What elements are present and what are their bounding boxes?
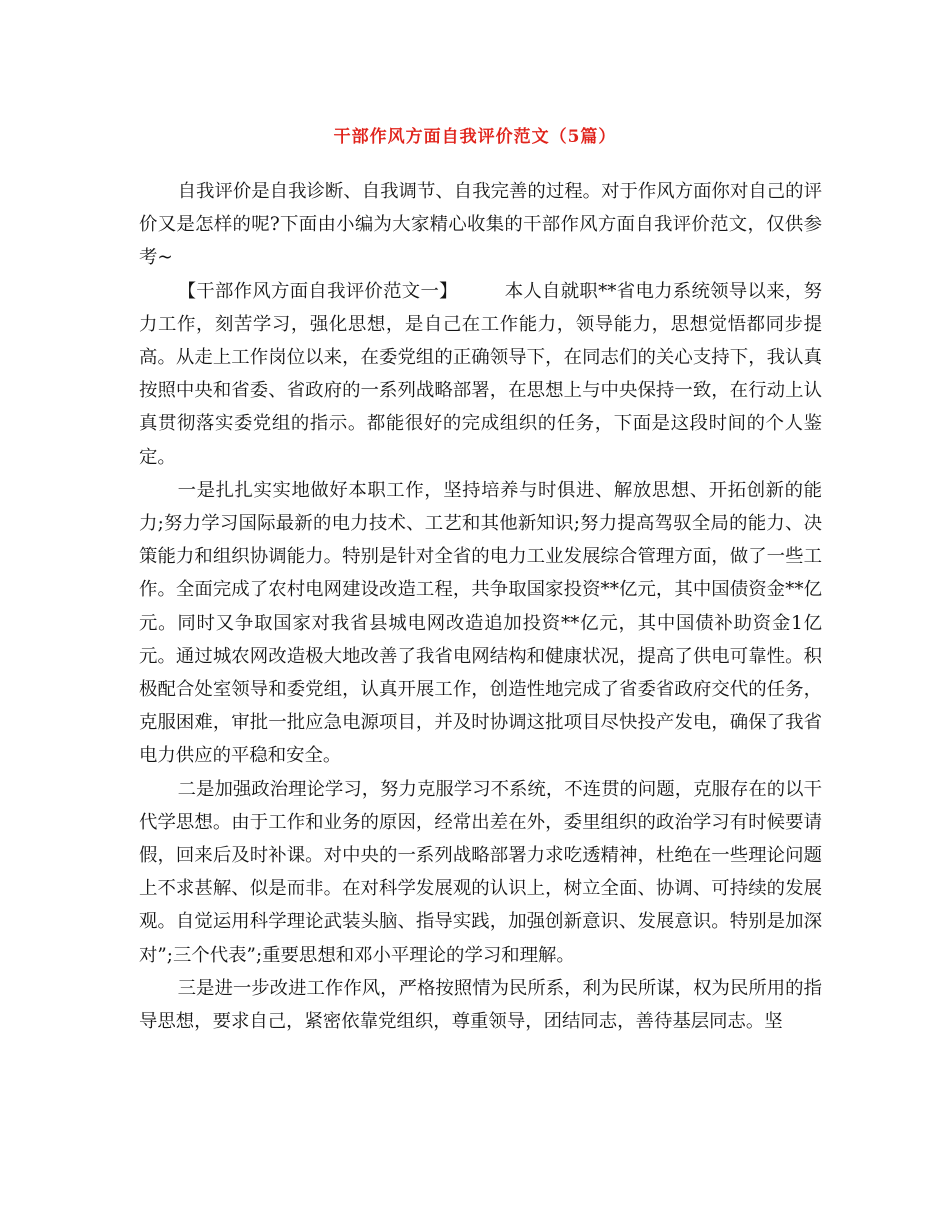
document-body	[139, 175, 822, 1038]
paragraph-point-one: 一是扎扎实实地做好本职工作，坚持培养与时俱进、解放思想、开拓创新的能力;努力学习国际最新的电力技术、工艺和其他新知识;努力提高驾驭全局的能力、决策能力和组织协调能力。特别是针对全省的电力工业发展综合管理方面，做了一些工作。全面完成了农村电网建设改造工程，共争取国家投资**亿元，其中国债资金**亿元。同时又争取国家对我省县城电网改造追加投资**亿元，其中国债补助资金1亿元。通过城农网改造极大地改善了我省电网结构和健康状况，提高了供电可靠性。积极配合处室领导和委党组，认真开展工作，创造性地完成了省委省政府交代的任务，克服困难，审批一批应急电源项目，并及时协调这批项目尽快投产发电，确保了我省电力供应的平稳和安全。	[139, 479, 822, 767]
section-gap	[449, 281, 505, 302]
section-heading: 【干部作风方面自我评价范文一】	[177, 280, 449, 302]
paragraph-section-one	[139, 275, 822, 474]
document-title: 干部作风方面自我评价范文（5篇）	[333, 127, 617, 147]
paragraph-point-two: 二是加强政治理论学习，努力克服学习不系统，不连贯的问题，克服存在的以干代学思想。由于工作和业务的原因，经常出差在外，委里组织的政治学习有时候要请假，回来后及时补课。对中央的一系列战略部署力求吃透精神，杜绝在一些理论问题上不求甚解、似是而非。在对科学发展观的认识上，树立全面、协调、可持续的发展观。自觉运用科学理论武装头脑、指导实践，加强创新意识、发展意识。特别是加深对”;三个代表”;重要思想和邓小平理论的学习和理解。	[139, 778, 822, 966]
paragraph-point-three: 三是进一步改进工作作风，严格按照情为民所系，利为民所谋，权为民所用的指导思想，要求自己，紧密依靠党组织，尊重领导，团结同志，善待基层同志。坚	[139, 977, 822, 1033]
section-text: 本人自就职**省电力系统领导以来，努力工作，刻苦学习，强化思想，是自己在工作能力，领导能力，思想觉悟都同步提高。从走上工作岗位以来，在委党组的正确领导下，在同志们的关心支持下，我认真按照中央和省委、省政府的一系列战略部署，在思想上与中央保持一致，在行动上认真贯彻落实委党组的指示。都能很好的完成组织的任务，下面是这段时间的个人鉴定。	[139, 280, 822, 468]
paragraph-intro: 自我评价是自我诊断、自我调节、自我完善的过程。对于作风方面你对自己的评价又是怎样的呢?下面由小编为大家精心收集的干部作风方面自我评价范文，仅供参考~	[139, 181, 822, 269]
